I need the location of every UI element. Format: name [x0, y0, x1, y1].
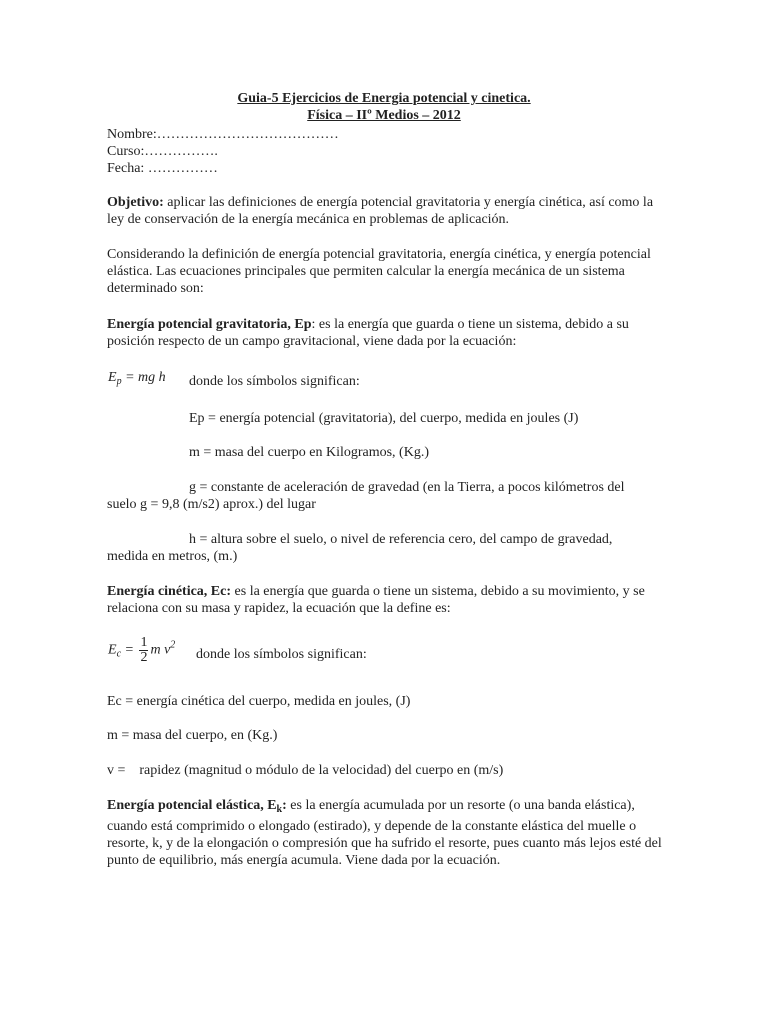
objetivo-label: Objetivo:: [107, 195, 164, 210]
ek-label-colon: :: [282, 798, 287, 813]
objetivo-text: aplicar las definiciones de energía potencial gravitatoria y energía cinética, así como la ley de conservación de la energía mecánica en problemas de aplicación.: [107, 195, 654, 227]
ek-label-text: Energía potencial elástica, E: [107, 798, 277, 813]
ep-item-g-cont: suelo g = 9,8 (m/s2) aprox.) del lugar: [107, 497, 316, 512]
objetivo-paragraph: [107, 194, 662, 228]
ek-label: [107, 798, 287, 813]
ec-eq-fraction: [139, 636, 148, 665]
document-subtitle: Física – IIº Medios – 2012: [307, 108, 461, 123]
ek-label-sub: k: [276, 804, 283, 815]
ep-equation: [108, 370, 166, 387]
ec-paragraph: [107, 583, 662, 617]
ec-eq-numerator: 1: [140, 635, 148, 650]
ep-eq-lhs: E: [108, 370, 117, 385]
ec-eq-rhs: m v: [150, 642, 171, 658]
ep-eq-sub: p: [116, 376, 122, 387]
ec-eq-caption: donde los símbolos significan:: [196, 647, 367, 662]
ep-item-h-cont: medida en metros, (m.): [107, 549, 238, 564]
fecha-field: Fecha: ……………: [107, 161, 218, 176]
ep-item-g: g = constante de aceleración de gravedad (en la Tierra, a pocos kilómetros del: [189, 480, 625, 495]
ep-item-h: h = altura sobre el suelo, o nivel de referencia cero, del campo de gravedad,: [189, 532, 613, 547]
nombre-field: Nombre:…………………………………: [107, 127, 339, 142]
ep-item-ep: Ep = energía potencial (gravitatoria), del cuerpo, medida en joules (J): [189, 411, 579, 426]
ep-text: : es la energía que guarda o tiene un sistema, debido a su posición respecto de un campo gravitacional, viene dada por la ecuación:: [107, 317, 629, 349]
ec-label: Energía cinética, Ec:: [107, 584, 232, 599]
intro-paragraph: Considerando la definición de energía potencial gravitatoria, energía cinética, y energía potencial elástica. Las ecuaciones principales que permiten calcular la energía mecánica de un sistema determinado son:: [107, 247, 651, 296]
ek-text: es la energía acumulada por un resorte (o una banda elástica), cuando está comprimido o elongado (estirado), y depende de la constante elástica del muelle o resorte, k, y de la elongación o compresión que ha sufrido el resorte, pues cuanto más lejos esté del punto de equilibrio, más energía acumula. Viene dada por la ecuación.: [107, 798, 662, 868]
ec-eq-sup: 2: [170, 639, 176, 651]
ec-text: es la energía que guarda o tiene un sistema, debido a su movimiento, y se relaciona con su masa y rapidez, la ecuación que la define es:: [107, 584, 645, 616]
ep-eq-rhs: = mg h: [121, 370, 166, 385]
ec-item-v: v = rapidez (magnitud o módulo de la velocidad) del cuerpo en (m/s): [107, 763, 504, 778]
ep-paragraph: [107, 316, 662, 350]
ec-eq-sub: c: [116, 648, 122, 660]
ep-label: Energía potencial gravitatoria, Ep: [107, 317, 312, 332]
ek-paragraph: [107, 797, 662, 869]
ec-item-m: m = masa del cuerpo, en (Kg.): [107, 728, 278, 743]
ec-equation: $E_c$ = $\frac{1}{2}$ m $v^2$: [108, 635, 176, 665]
ec-item-ec: Ec = energía cinética del cuerpo, medida en joules, (J): [107, 694, 411, 709]
ep-item-m: m = masa del cuerpo en Kilogramos, (Kg.): [189, 445, 429, 460]
ec-eq-lhs: E: [108, 642, 117, 658]
ep-eq-caption: donde los símbolos significan:: [189, 374, 360, 389]
document-title: Guia-5 Ejercicios de Energia potencial y cinetica.: [237, 91, 531, 106]
ec-eq-denominator: 2: [140, 650, 148, 665]
curso-field: Curso:…………….: [107, 144, 218, 159]
